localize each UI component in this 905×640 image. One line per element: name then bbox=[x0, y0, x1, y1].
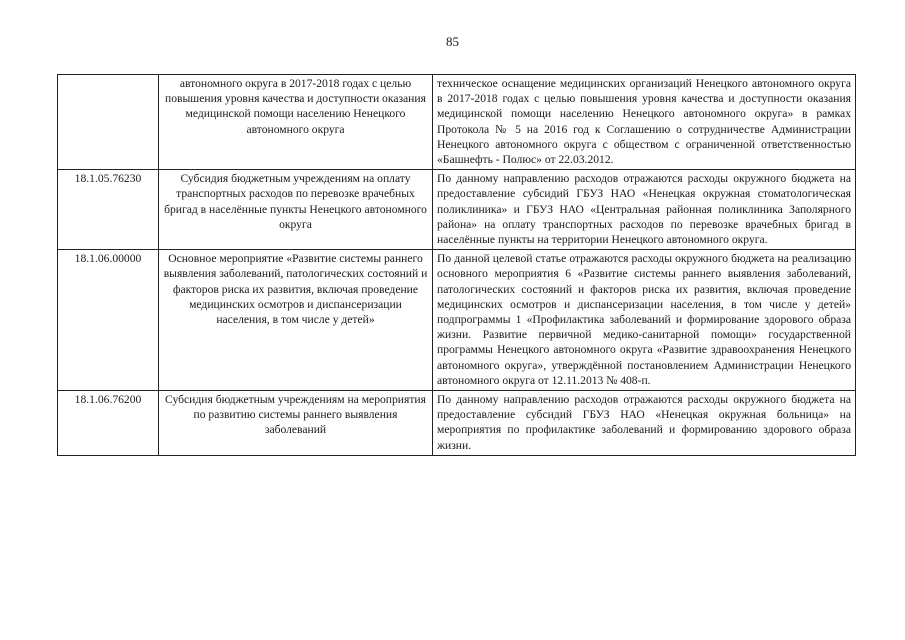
name-cell: автономного округа в 2017-2018 годах с целью повышения уровня качества и доступности оказания медицинской помощи населению Ненецкого автономного округа bbox=[159, 75, 433, 170]
name-cell: Субсидия бюджетным учреждениям на оплату транспортных расходов по перевозке врачебных бригад в населённые пункты Ненецкого автономного округа bbox=[159, 170, 433, 250]
code-cell: 18.1.06.00000 bbox=[58, 250, 159, 391]
name-cell: Субсидия бюджетным учреждениям на мероприятия по развитию системы раннего выявления заболеваний bbox=[159, 391, 433, 456]
page-number: 85 bbox=[446, 34, 459, 49]
table-row bbox=[58, 391, 856, 456]
description-cell: По данной целевой статье отражаются расходы окружного бюджета на реализацию основного мероприятия 6 «Развитие системы раннего выявления заболеваний, патологических состояний и факторов риска их развития, включая проведение медицинских осмотров и диспансеризации населения, в том числе у детей» подпрограммы 1 «Профилактика заболеваний и формирование здорового образа жизни. Развитие первичной медико-санитарной помощи» государственной программы Ненецкого автономного округа «Развитие здравоохранения Ненецкого автономного округа», утверждённой постановлением Администрации Ненецкого автономного округа от 12.11.2013 № 408-п. bbox=[433, 250, 856, 391]
description-cell: техническое оснащение медицинских организаций Ненецкого автономного округа в 2017-2018 годах с целью повышения уровня качества и доступности оказания медицинской помощи населению Ненецкого автономного округа» в рамках Протокола № 5 на 2016 год к Соглашению о сотрудничестве Администрации Ненецкого автономного округа с обществом с ограниченной ответственностью «Башнефть - Полюс» от 22.03.2012. bbox=[433, 75, 856, 170]
table-row bbox=[58, 170, 856, 250]
table-row bbox=[58, 250, 856, 391]
code-cell bbox=[58, 75, 159, 170]
name-cell: Основное мероприятие «Развитие системы раннего выявления заболеваний, патологических состояний и факторов риска их развития, включая проведение медицинских осмотров и диспансеризации населения, в том числе у детей» bbox=[159, 250, 433, 391]
code-cell: 18.1.06.76200 bbox=[58, 391, 159, 456]
table-row bbox=[58, 75, 856, 170]
description-cell: По данному направлению расходов отражаются расходы окружного бюджета на предоставление субсидий ГБУЗ НАО «Ненецкая окружная больница» на мероприятия по профилактике заболеваний и формированию здорового образа жизни. bbox=[433, 391, 856, 456]
description-cell: По данному направлению расходов отражаются расходы окружного бюджета на предоставление субсидий ГБУЗ НАО «Ненецкая окружная стоматологическая поликлиника» и ГБУЗ НАО «Центральная районная поликлиника Заполярного района» на оплату транспортных расходов по перевозке врачебных бригад в населённые пункты на территории Ненецкого автономного округа. bbox=[433, 170, 856, 250]
code-cell: 18.1.05.76230 bbox=[58, 170, 159, 250]
budget-classification-table bbox=[57, 74, 856, 456]
